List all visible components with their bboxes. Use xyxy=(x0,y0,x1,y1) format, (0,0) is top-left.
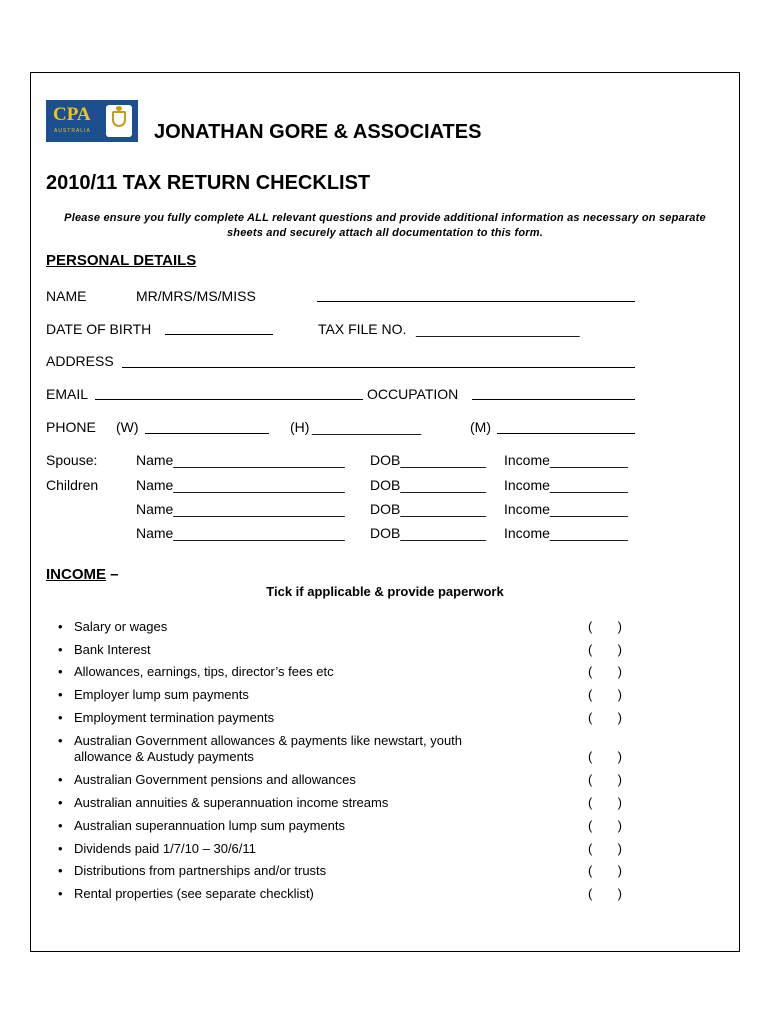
family-name-field[interactable]: Name______________________ xyxy=(136,501,345,517)
bullet-icon: • xyxy=(58,687,63,702)
income-item-label: Employment termination payments xyxy=(74,710,275,725)
family-income-field[interactable]: Income__________ xyxy=(504,452,628,468)
address-field[interactable] xyxy=(122,367,635,368)
tick-box[interactable] xyxy=(588,642,622,657)
income-item-label: Australian superannuation lump sum payments xyxy=(74,818,345,833)
income-item-label: Allowances, earnings, tips, director’s fees etc xyxy=(74,664,334,679)
income-item-label: Australian annuities & superannuation income streams xyxy=(74,795,389,810)
family-income-field[interactable]: Income__________ xyxy=(504,477,628,493)
email-label: EMAIL xyxy=(46,386,89,402)
dob-label: DATE OF BIRTH xyxy=(46,321,152,337)
income-item-label: Distributions from partnerships and/or trusts xyxy=(74,863,327,878)
tick-box-open: ( xyxy=(588,863,593,878)
income-heading: INCOME xyxy=(46,566,106,583)
name-field[interactable] xyxy=(317,301,635,302)
tick-box[interactable] xyxy=(588,749,622,764)
instructions-text: Please ensure you fully complete ALL relevant questions and provide additional information as necessary on separate sheets and securely attach all documentation to this form. xyxy=(64,212,706,239)
income-item xyxy=(58,619,167,634)
occupation-field[interactable] xyxy=(472,399,635,400)
tick-note: Tick if applicable & provide paperwork xyxy=(266,584,504,599)
tick-box-open: ( xyxy=(588,841,593,856)
tick-box[interactable] xyxy=(588,863,622,878)
tick-box[interactable] xyxy=(588,886,622,901)
family-income-field[interactable]: Income__________ xyxy=(504,525,628,541)
income-item xyxy=(58,733,462,748)
family-dob-field[interactable]: DOB___________ xyxy=(370,452,486,468)
dob-field[interactable] xyxy=(165,334,273,335)
tick-box-close: ) xyxy=(617,863,622,878)
family-dob-field[interactable]: DOB___________ xyxy=(370,477,486,493)
tick-box-close: ) xyxy=(617,772,622,787)
income-item xyxy=(58,795,388,810)
income-item xyxy=(58,749,254,764)
income-heading-suffix: – xyxy=(106,566,119,583)
phone-work-field[interactable] xyxy=(145,433,269,434)
income-item-label: Salary or wages xyxy=(74,619,168,634)
firm-name: JONATHAN GORE & ASSOCIATES xyxy=(154,121,482,143)
tick-box-open: ( xyxy=(588,795,593,810)
tick-box-open: ( xyxy=(588,664,593,679)
tick-box-close: ) xyxy=(617,710,622,725)
phone-home-field[interactable]: ______________ xyxy=(312,419,422,435)
bullet-icon: • xyxy=(58,733,63,748)
bullet-icon: • xyxy=(58,863,63,878)
phone-w-label: (W) xyxy=(116,419,139,435)
tick-box-close: ) xyxy=(617,619,622,634)
income-item-label: Bank Interest xyxy=(74,642,151,657)
name-label: NAME xyxy=(46,288,87,304)
income-item xyxy=(58,710,274,725)
bullet-icon: • xyxy=(58,795,63,810)
address-label: ADDRESS xyxy=(46,353,114,369)
tick-box-open: ( xyxy=(588,687,593,702)
family-dob-field[interactable]: DOB___________ xyxy=(370,525,486,541)
family-name-field[interactable]: Name______________________ xyxy=(136,525,345,541)
tick-box-close: ) xyxy=(617,886,622,901)
bullet-icon: • xyxy=(58,664,63,679)
bullet-icon: • xyxy=(58,841,63,856)
tick-box-close: ) xyxy=(617,818,622,833)
tick-box[interactable] xyxy=(588,795,622,810)
cpa-australia-logo xyxy=(46,100,138,142)
phone-mobile-field[interactable] xyxy=(497,433,635,434)
crest-icon xyxy=(106,105,132,137)
family-name-field[interactable]: Name______________________ xyxy=(136,452,345,468)
tick-box-close: ) xyxy=(617,664,622,679)
phone-m-label: (M) xyxy=(470,419,491,435)
income-heading-row xyxy=(46,566,119,583)
tick-box[interactable] xyxy=(588,818,622,833)
income-item xyxy=(58,687,249,702)
tick-box[interactable] xyxy=(588,710,622,725)
tick-box[interactable] xyxy=(588,841,622,856)
tick-box-close: ) xyxy=(617,795,622,810)
phone-h-label: (H) xyxy=(290,419,310,435)
bullet-icon: • xyxy=(58,710,63,725)
tick-box[interactable] xyxy=(588,664,622,679)
income-item-label: Employer lump sum payments xyxy=(74,687,249,702)
tick-box[interactable] xyxy=(588,772,622,787)
income-item xyxy=(58,642,151,657)
income-item xyxy=(58,863,326,878)
income-item xyxy=(58,772,356,787)
tick-box[interactable] xyxy=(588,619,622,634)
title-options: MR/MRS/MS/MISS xyxy=(136,288,256,304)
income-item xyxy=(58,818,345,833)
document-title: 2010/11 TAX RETURN CHECKLIST xyxy=(46,172,371,194)
bullet-icon: • xyxy=(58,619,63,634)
email-field[interactable] xyxy=(95,399,363,400)
tick-box-open: ( xyxy=(588,749,593,764)
income-item-label: Australian Government allowances & payments like newstart, youth xyxy=(74,733,463,748)
tick-box-open: ( xyxy=(588,642,593,657)
children-label: Children xyxy=(46,477,99,493)
tick-box-open: ( xyxy=(588,818,593,833)
income-item xyxy=(58,841,256,856)
tick-box-close: ) xyxy=(617,687,622,702)
tfn-label: TAX FILE NO. xyxy=(318,321,407,337)
personal-details-heading: PERSONAL DETAILS xyxy=(46,252,197,269)
income-item xyxy=(58,886,314,901)
tick-box[interactable] xyxy=(588,687,622,702)
income-item xyxy=(58,664,334,679)
income-item-label: Rental properties (see separate checklist) xyxy=(74,886,314,901)
tick-box-open: ( xyxy=(588,886,593,901)
bullet-icon: • xyxy=(58,886,63,901)
income-item-label: allowance & Austudy payments xyxy=(74,749,254,764)
income-item-label: Dividends paid 1/7/10 – 30/6/11 xyxy=(74,841,256,856)
occupation-label: OCCUPATION xyxy=(367,386,459,402)
tick-box-open: ( xyxy=(588,772,593,787)
income-item-label: Australian Government pensions and allowances xyxy=(74,772,356,787)
tfn-field[interactable]: _____________________ xyxy=(416,321,580,337)
family-dob-field[interactable]: DOB___________ xyxy=(370,501,486,517)
family-income-field[interactable]: Income__________ xyxy=(504,501,628,517)
logo-subtext: AUSTRALIA xyxy=(54,128,91,134)
phone-label: PHONE xyxy=(46,419,96,435)
tick-box-close: ) xyxy=(617,749,622,764)
tick-box-close: ) xyxy=(617,841,622,856)
bullet-icon: • xyxy=(58,642,63,657)
tick-box-open: ( xyxy=(588,710,593,725)
tick-box-close: ) xyxy=(617,642,622,657)
spouse-label: Spouse: xyxy=(46,452,98,468)
family-name-field[interactable]: Name______________________ xyxy=(136,477,345,493)
bullet-icon: • xyxy=(58,772,63,787)
logo-text: CPA xyxy=(53,104,91,125)
bullet-icon: • xyxy=(58,818,63,833)
tick-box-open: ( xyxy=(588,619,593,634)
